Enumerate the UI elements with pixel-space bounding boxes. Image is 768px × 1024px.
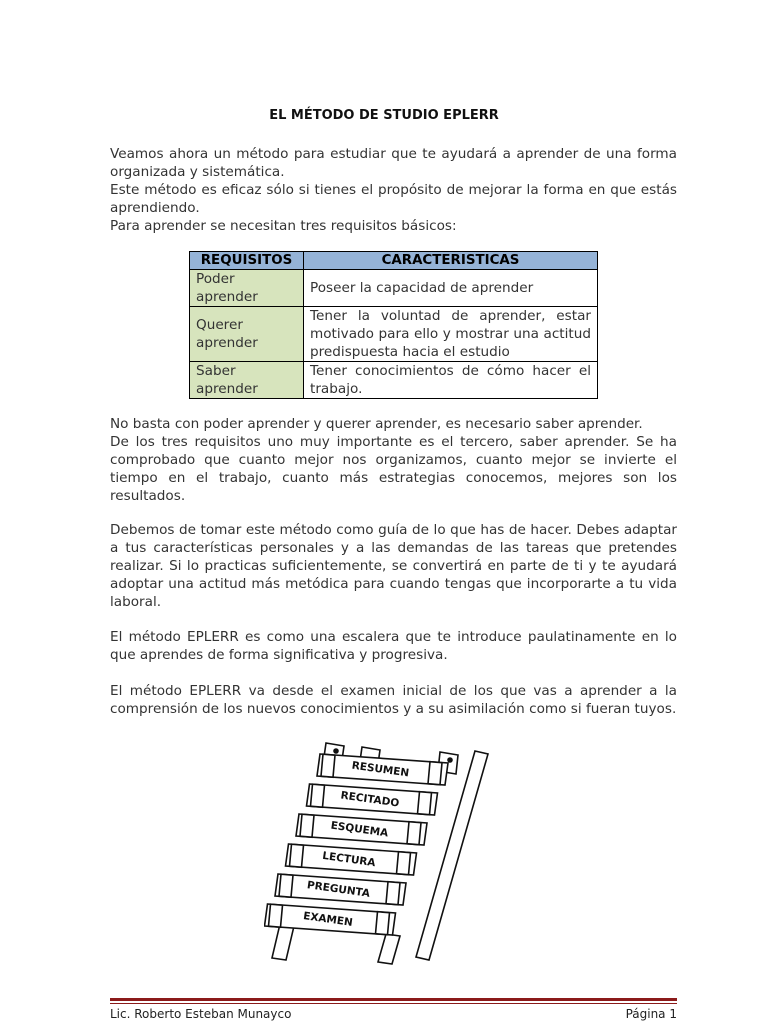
footer-page-number: Página 1: [625, 1007, 677, 1021]
intro-paragraph-1: Veamos ahora un método para estudiar que te ayudará a aprender de una forma organizada y sistemática.: [110, 146, 677, 180]
page-title: EL MÉTODO DE STUDIO EPLERR: [269, 108, 499, 123]
ladder-step-block: [311, 784, 325, 807]
footer-author: Lic. Roberto Esteban Munayco: [110, 1007, 292, 1021]
ladder-step-block: [269, 904, 283, 927]
paragraph: El método EPLERR es como una escalera que te introduce paulatinamente en lo que aprendes de forma significativa y progresiva.: [110, 629, 677, 663]
eplerr-ladder-illustration: [264, 738, 500, 968]
table-row: [190, 270, 598, 307]
table-cell-caracteristica: Poseer la capacidad de aprender: [304, 270, 598, 307]
ladder-step-block: [376, 912, 390, 935]
ladder-step-label: RECITADO: [339, 789, 400, 810]
ladder-step-block: [386, 882, 400, 905]
ladder-step-block: [428, 762, 442, 785]
table-cell-requisito: Poder aprender: [190, 270, 304, 307]
ladder-nail-icon: [448, 758, 452, 762]
ladder-step-label: ESQUEMA: [329, 819, 389, 840]
ladder-step-label: LECTURA: [321, 849, 377, 870]
ladder-step-block: [290, 844, 304, 867]
footer-rule: [110, 998, 677, 1001]
ladder-step-block: [407, 822, 421, 845]
table-cell-requisito: Querer aprender: [190, 307, 304, 362]
body-paragraph-4: [110, 682, 677, 718]
table-cell-caracteristica: Tener conocimientos de cómo hacer el trabajo.: [304, 362, 598, 399]
requirements-table: [189, 251, 598, 399]
paragraph: El método EPLERR va desde el examen inicial de los que vas a aprender a la comprensión de los nuevos conocimientos y a su asimilación como si fueran tuyos.: [110, 683, 677, 717]
ladder-leg: [272, 924, 294, 960]
paragraph: No basta con poder aprender y querer aprender, es necesario saber aprender.: [110, 416, 643, 432]
ladder-leg: [378, 934, 400, 964]
intro-text: [110, 145, 677, 235]
ladder-step-label: EXAMEN: [302, 910, 354, 929]
ladder-step-label: RESUMEN: [350, 759, 410, 780]
paragraph: De los tres requisitos uno muy importante es el tercero, saber aprender. Se ha comprobado que cuanto mejor nos organizamos, cuanto mejor se invierte el tiempo en el trabajo, cuanto más estrategias conocemos, mejores son los resultados.: [110, 434, 677, 504]
body-paragraph-2: [110, 521, 677, 611]
table-row: [190, 307, 598, 362]
paragraph: Debemos de tomar este método como guía de lo que has de hacer. Debes adaptar a tus características personales y a las demandas de las tareas que pretendes realizar. Si lo practicas suficientemente, se convertirá en parte de ti y te ayudará adoptar una actitud más metódica para cuando tengas que incorporarte a tu vida laboral.: [110, 522, 677, 610]
table-cell-caracteristica: Tener la voluntad de aprender, estar motivado para ello y mostrar una actitud predispuesta hacia el estudio: [304, 307, 598, 362]
ladder-step-block: [300, 814, 314, 837]
ladder-step-label: PREGUNTA: [306, 879, 371, 900]
ladder-step-block: [397, 852, 411, 875]
table-header-caracteristicas: CARACTERISTICAS: [304, 252, 598, 270]
ladder-nail-icon: [334, 749, 338, 753]
ladder-step-block: [321, 754, 335, 777]
ladder-step-block: [418, 792, 432, 815]
table-row: [190, 362, 598, 399]
body-paragraph-1: [110, 415, 677, 505]
table-header-requisitos: REQUISITOS: [190, 252, 304, 270]
body-paragraph-3: [110, 628, 677, 664]
table-cell-requisito: Saber aprender: [190, 362, 304, 399]
intro-paragraph-2: Este método es eficaz sólo si tienes el propósito de mejorar la forma en que estás aprendiendo.: [110, 182, 677, 216]
intro-paragraph-3: Para aprender se necesitan tres requisitos básicos:: [110, 218, 457, 234]
ladder-step-block: [279, 874, 293, 897]
table-header-row: [190, 252, 598, 270]
footer-rule-thin: [110, 1003, 677, 1004]
